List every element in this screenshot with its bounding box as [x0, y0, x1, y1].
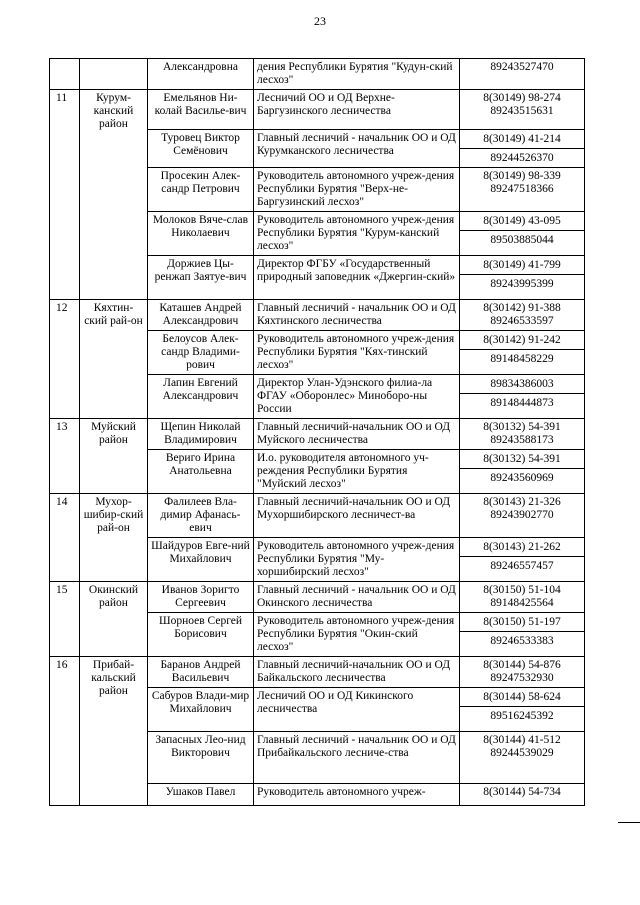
phone-number: 89503885044 [460, 230, 584, 249]
person-name: Сабуров Влади-мир Михайлович [148, 688, 254, 732]
person-name: Молоков Вяче-слав Николаевич [148, 212, 254, 256]
phone-cell [460, 59, 585, 90]
margin-rule [618, 822, 640, 823]
person-name: Доржиев Цы-ренжап Заятуе-вич [148, 256, 254, 300]
position: Главный лесничий-начальник ОО и ОД Мухоршибирского лесничест-ва [254, 494, 460, 538]
district-number: 12 [50, 300, 80, 419]
position: Лесничий ОО и ОД Кикинского лесничества [254, 688, 460, 732]
district-number: 11 [50, 90, 80, 300]
district-number [50, 59, 80, 90]
district-name: Окинский район [80, 582, 148, 657]
position: Директор Улан-Удэнского филиа-ла ФГАУ «Оборонлес» Миноборо-ны России [254, 375, 460, 419]
position: Руководитель автономного учреж-дения Республики Бурятия "Курум-канский лесхоз" [254, 212, 460, 256]
phone-number: 8(30144) 58-624 [483, 691, 561, 703]
position: Директор ФГБУ «Государственный природный заповедник «Джергин-ский» [254, 256, 460, 300]
phone-cell [460, 212, 585, 256]
person-name: Иванов Зоригто Сергеевич [148, 582, 254, 613]
position: Руководитель автономного учреж- [254, 784, 460, 806]
position: Руководитель автономного учреж-дения Республики Бурятия "Кях-тинский лесхоз" [254, 331, 460, 375]
phone-cell [460, 732, 585, 784]
phone-cell [460, 538, 585, 582]
phone-number: 8(30144) 41-512 89244539029 [483, 734, 561, 759]
phone-cell [460, 450, 585, 494]
phone-number: 8(30143) 21-262 [483, 541, 561, 553]
district-number: 13 [50, 419, 80, 494]
person-name: Вериго Ирина Анатольевна [148, 450, 254, 494]
table-row [50, 582, 585, 613]
table-row [50, 657, 585, 688]
person-name: Баранов Андрей Васильевич [148, 657, 254, 688]
phone-number: 8(30132) 54-391 [483, 453, 561, 465]
table-row [50, 419, 585, 450]
phone-number: 89148444873 [460, 393, 584, 412]
phone-number: 89246557457 [460, 556, 584, 575]
phone-cell [460, 582, 585, 613]
district-name: Кяхтин-ский рай-он [80, 300, 148, 419]
phone-number: 8(30149) 98-339 89247518366 [483, 170, 561, 195]
phone-number: 8(30142) 91-242 [483, 334, 561, 346]
phone-number: 8(30149) 41-799 [483, 259, 561, 271]
position: дения Республики Бурятия "Кудун-ский лесхоз" [254, 59, 460, 90]
position: Главный лесничий-начальник ОО и ОД Муйского лесничества [254, 419, 460, 450]
phone-number: 8(30144) 54-734 [483, 786, 561, 798]
phone-cell [460, 90, 585, 130]
phone-number: 89516245392 [460, 706, 584, 725]
phone-cell [460, 130, 585, 168]
position: Руководитель автономного учреж-дения Республики Бурятия "Верх-не-Баргузинский лесхоз" [254, 168, 460, 212]
phone-cell [460, 300, 585, 331]
position: Руководитель автономного учреж-дения Республики Бурятия "Окин-ский лесхоз" [254, 613, 460, 657]
person-name: Ушаков Павел [148, 784, 254, 806]
phone-number: 89244526370 [460, 148, 584, 167]
position: И.о. руководителя автономного уч-реждения Республики Бурятия "Муйский лесхоз" [254, 450, 460, 494]
person-name: Каташев Андрей Александрович [148, 300, 254, 331]
position: Главный лесничий - начальник ОО и ОД Окинского лесничества [254, 582, 460, 613]
phone-number: 89243995399 [460, 274, 584, 293]
phone-cell [460, 784, 585, 806]
page-number: 23 [314, 14, 326, 28]
phone-number: 8(30144) 54-876 89247532930 [483, 659, 561, 684]
phone-number: 8(30150) 51-197 [483, 616, 561, 628]
phone-cell [460, 494, 585, 538]
person-name: Шорноев Сергей Борисович [148, 613, 254, 657]
table-row [50, 300, 585, 331]
phone-cell [460, 256, 585, 300]
phone-number: 8(30149) 41-214 [483, 133, 561, 145]
position: Главный лесничий - начальник ОО и ОД Курумканского лесничества [254, 130, 460, 168]
phone-cell [460, 375, 585, 419]
phone-number: 89834386003 [490, 378, 554, 390]
phone-number: 8(30142) 91-388 89246533597 [483, 302, 561, 327]
position: Руководитель автономного учреж-дения Республики Бурятия "Му-хоршибирский лесхоз" [254, 538, 460, 582]
district-name: Муйский район [80, 419, 148, 494]
person-name: Фалилеев Вла-димир Афанась-евич [148, 494, 254, 538]
person-name: Щепин Николай Владимирович [148, 419, 254, 450]
district-number: 14 [50, 494, 80, 582]
table-row [50, 59, 585, 90]
person-name: Запасных Лео-нид Викторович [148, 732, 254, 784]
phone-number: 89243527470 [490, 61, 554, 73]
person-name: Туровец Виктор Семёнович [148, 130, 254, 168]
district-name: Прибай-кальский район [80, 657, 148, 806]
contacts-table [49, 58, 585, 806]
position: Лесничий ОО и ОД Верхне-Баргузинского лесничества [254, 90, 460, 130]
phone-number: 8(30143) 21-326 89243902770 [483, 496, 561, 521]
phone-cell [460, 657, 585, 688]
person-name: Емельянов Ни-колай Василье-вич [148, 90, 254, 130]
person-name: Белоусов Алек-сандр Владими-рович [148, 331, 254, 375]
person-name: Лапин Евгений Александрович [148, 375, 254, 419]
phone-cell [460, 168, 585, 212]
phone-cell [460, 613, 585, 657]
phone-number: 89243560969 [460, 468, 584, 487]
phone-cell [460, 419, 585, 450]
phone-number: 89246533383 [460, 631, 584, 650]
district-number: 16 [50, 657, 80, 806]
district-name: Мухор-шибир-ский рай-он [80, 494, 148, 582]
district-name: Курум-канский район [80, 90, 148, 300]
person-name: Александровна [148, 59, 254, 90]
person-name: Шайдуров Евге-ний Михайлович [148, 538, 254, 582]
person-name: Просекин Алек-сандр Петрович [148, 168, 254, 212]
phone-cell [460, 688, 585, 732]
table-row [50, 494, 585, 538]
position: Главный лесничий - начальник ОО и ОД Прибайкальского лесниче-ства [254, 732, 460, 784]
phone-number: 8(30132) 54-391 89243588173 [483, 421, 561, 446]
table-row [50, 90, 585, 130]
position: Главный лесничий-начальник ОО и ОД Байкальского лесничества [254, 657, 460, 688]
phone-number: 89148458229 [460, 349, 584, 368]
district-number: 15 [50, 582, 80, 657]
phone-number: 8(30150) 51-104 89148425564 [483, 584, 561, 609]
position: Главный лесничий - начальник ОО и ОД Кяхтинского лесничества [254, 300, 460, 331]
phone-number: 8(30149) 98-274 89243515631 [483, 92, 561, 117]
phone-number: 8(30149) 43-095 [483, 215, 561, 227]
phone-cell [460, 331, 585, 375]
district-name [80, 59, 148, 90]
